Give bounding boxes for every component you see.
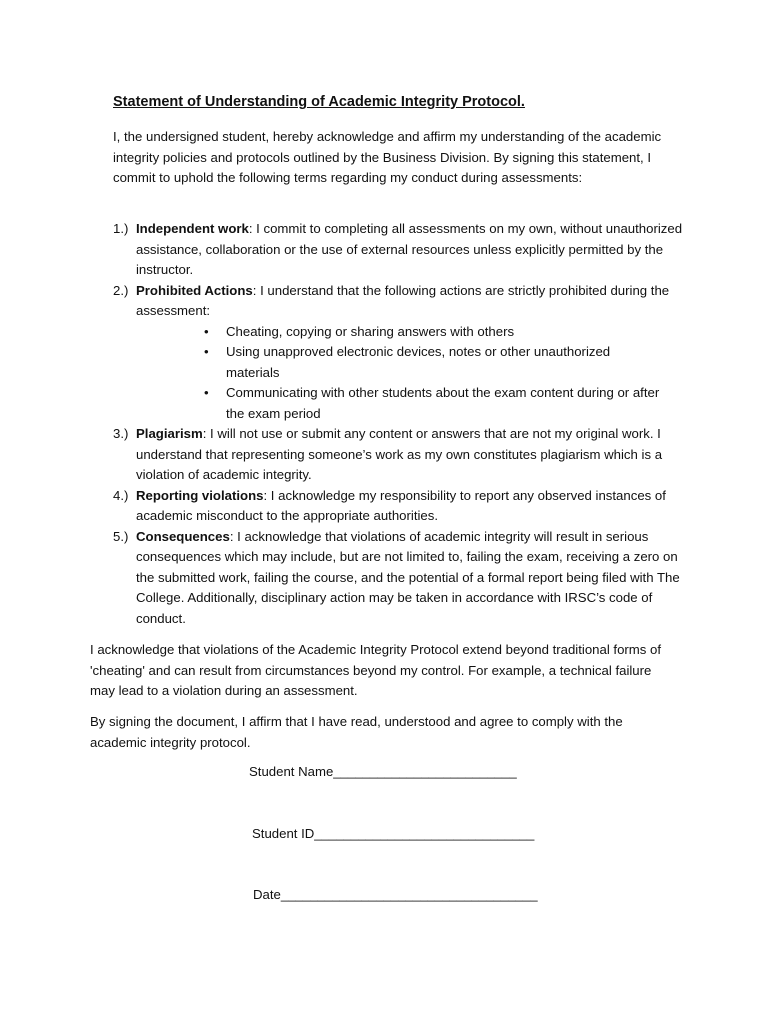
item-number: 2.) [113,282,129,298]
item-text: : I acknowledge that violations of academic integrity will result in serious consequences which may include, but are not limited to, failing the exam, receiving a zero on the submitted work, failing the course, and the potential of a formal report being filed with The College. Additionally, disciplinary action may be taken in accordance with IRSC’s code of conduct. [136,528,680,626]
date-field[interactable]: Date___________________________________ [253,887,538,902]
terms-list [113,219,683,629]
item-number: 3.) [113,426,129,441]
bullet-text: Cheating, copying or sharing answers with others [226,323,515,339]
item-term: Plagiarism [136,426,203,441]
bullet-text: Using unapproved electronic devices, notes or other unauthorized materials [226,344,611,380]
item-term: Independent work [136,221,249,236]
item-number: 4.) [113,487,129,503]
list-item [113,424,683,486]
bullet-item [204,342,666,383]
bullet-item [204,383,666,424]
item-text: : I will not use or submit any content or answers that are not my original work. I understand that representing someone’s work as my own constitutes plagiarism which is a violation of academic integrity. [136,426,663,482]
document-title: Statement of Understanding of Academic Integrity Protocol. [113,94,525,110]
signing-paragraph: By signing the document, I affirm that I have read, understood and agree to comply with the academic integrity protocol. [90,714,623,750]
list-item [113,219,683,281]
list-item [113,527,683,630]
bullet-icon: • [204,323,209,339]
item-term: Reporting violations [136,487,264,503]
list-item [113,486,683,527]
item-number: 1.) [113,221,129,236]
item-term: Prohibited Actions [136,282,253,298]
item-number: 5.) [113,528,129,544]
bullet-text: Communicating with other students about the exam content during or after the exam period [226,385,660,421]
bullet-item [204,322,666,343]
item-term: Consequences [136,528,230,544]
student-id-field[interactable]: Student ID______________________________ [252,826,535,841]
item-text: : I commit to completing all assessments on my own, without unauthorized assistance, collaboration or the use of external resources unless explicitly permitted by the instructor. [136,221,683,277]
prohibited-actions-list [136,322,683,425]
student-name-field[interactable]: Student Name_________________________ [249,764,517,779]
acknowledgement-paragraph: I acknowledge that violations of the Academic Integrity Protocol extend beyond traditional forms of 'cheating' and can result from circumstances beyond my control. For example, a technical failure may lead to a violation during an assessment. [90,642,662,698]
list-item [113,281,683,425]
item-text: : I acknowledge my responsibility to report any observed instances of academic misconduct to the appropriate authorities. [136,487,666,523]
bullet-icon: • [204,385,209,400]
bullet-icon: • [204,344,209,359]
intro-paragraph: I, the undersigned student, hereby acknowledge and affirm my understanding of the academic integrity policies and protocols outlined by the Business Division. By signing this statement, I commit to uphold the following terms regarding my conduct during assessments: [113,129,662,185]
item-text: : I understand that the following actions are strictly prohibited during the assessment: [136,282,670,318]
